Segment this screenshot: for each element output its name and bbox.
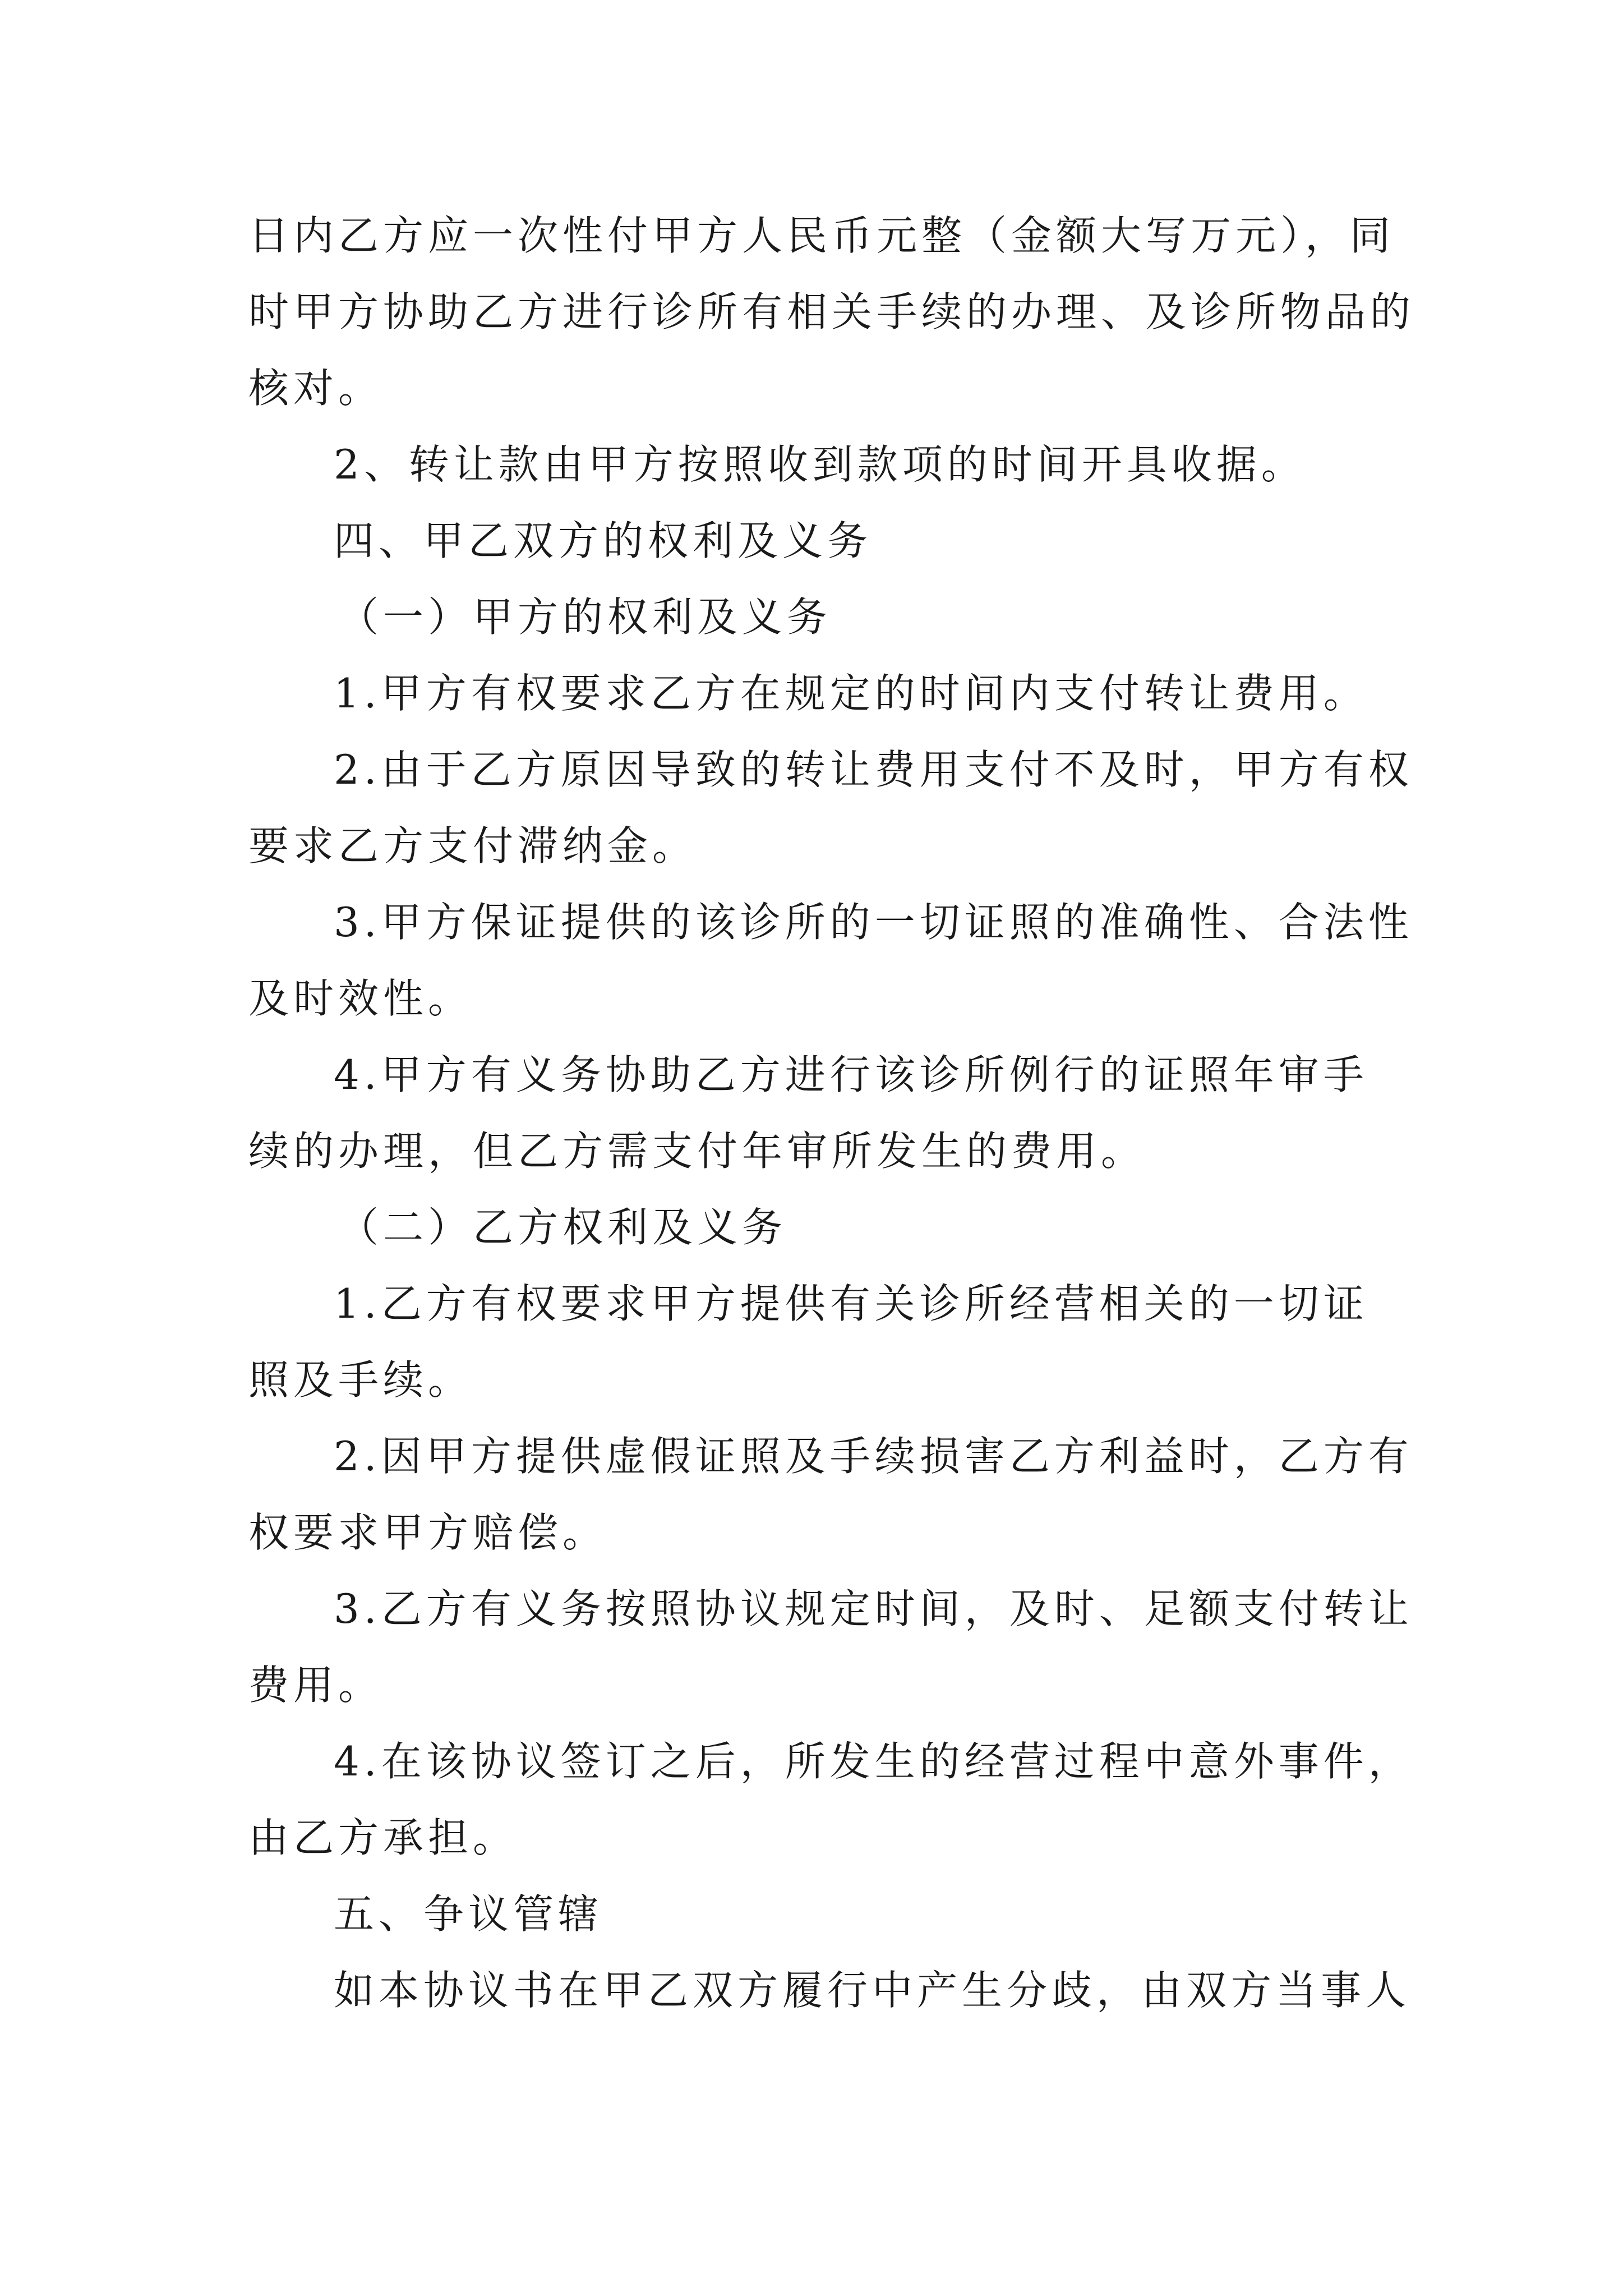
- party-a-clause-4-cont: 续的办理，但乙方需支付年审所发生的费用。: [248, 1128, 1146, 1175]
- subsection-heading-party-a: （一）甲方的权利及义务: [338, 593, 832, 641]
- party-b-clause-4-cont: 由乙方承担。: [248, 1814, 518, 1861]
- party-b-clause-3-cont: 费用。: [248, 1662, 384, 1709]
- party-a-clause-3: 3.甲方保证提供的该诊所的一切证照的准确性、合法性: [334, 899, 1413, 946]
- paragraph-line-payment-terms-end: 核对。: [248, 365, 384, 412]
- party-a-clause-4: 4.甲方有义务协助乙方进行该诊所例行的证照年审手: [334, 1051, 1368, 1098]
- party-b-clause-2-cont: 权要求甲方赔偿。: [248, 1509, 608, 1556]
- party-b-clause-4: 4.在该协议签订之后，所发生的经营过程中意外事件，: [334, 1738, 1413, 1785]
- party-a-clause-3-cont: 及时效性。: [248, 975, 473, 1022]
- party-b-clause-3: 3.乙方有义务按照协议规定时间，及时、足额支付转让: [334, 1585, 1413, 1632]
- party-a-clause-2-cont: 要求乙方支付滞纳金。: [248, 822, 698, 869]
- party-b-clause-1: 1.乙方有权要求甲方提供有关诊所经营相关的一切证: [334, 1280, 1368, 1327]
- paragraph-line-payment-terms: 日内乙方应一次性付甲方人民币元整（金额大写万元），同: [248, 212, 1395, 259]
- section-heading-rights-obligations: 四、甲乙双方的权利及义务: [334, 517, 873, 564]
- party-a-clause-2: 2.由于乙方原因导致的转让费用支付不及时，甲方有权: [334, 746, 1413, 793]
- clause-receipt: 2、转让款由甲方按照收到款项的时间开具收据。: [334, 441, 1306, 488]
- section-heading-dispute-jurisdiction: 五、争议管辖: [334, 1890, 603, 1938]
- paragraph-line-payment-terms-cont: 时甲方协助乙方进行诊所有相关手续的办理、及诊所物品的: [248, 288, 1415, 335]
- subsection-heading-party-b: （二）乙方权利及义务: [338, 1204, 787, 1251]
- party-b-clause-1-cont: 照及手续。: [248, 1356, 473, 1404]
- party-a-clause-1: 1.甲方有权要求乙方在规定的时间内支付转让费用。: [334, 670, 1368, 717]
- party-b-clause-2: 2.因甲方提供虚假证照及手续损害乙方利益时，乙方有: [334, 1433, 1413, 1480]
- dispute-clause: 如本协议书在甲乙双方履行中产生分歧，由双方当事人: [334, 1967, 1411, 2014]
